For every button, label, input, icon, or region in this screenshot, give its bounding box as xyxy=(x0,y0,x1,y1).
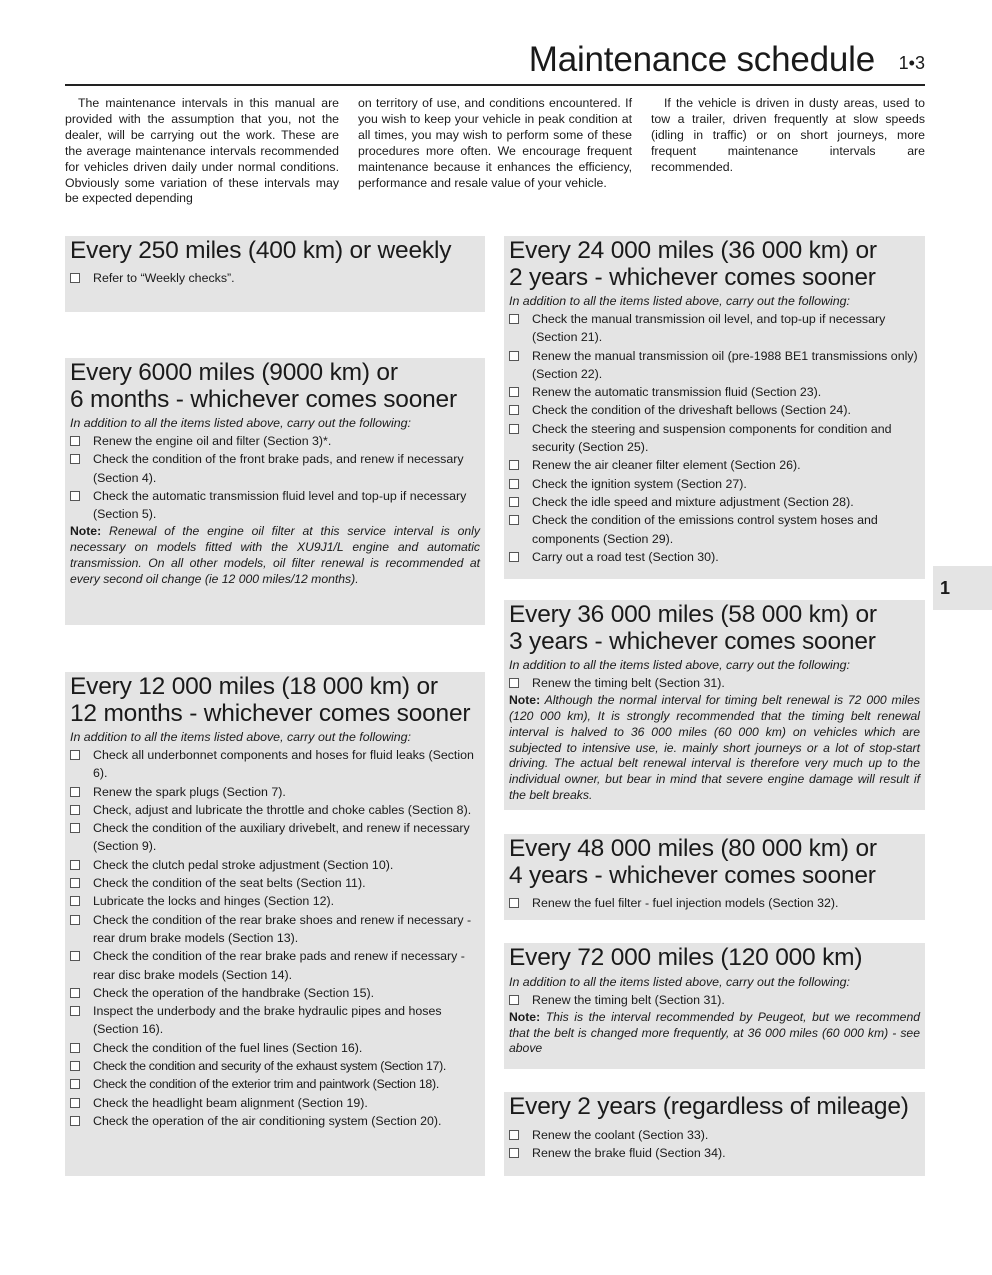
section-title: Every 2 years (regardless of mileage) xyxy=(509,1093,909,1120)
checkbox-icon[interactable] xyxy=(70,878,80,888)
checklist-item-label: Check the condition of the rear brake pads and renew if necessary - rear disc brake models (Section 14). xyxy=(93,949,465,982)
section-title: Every 72 000 miles (120 000 km) xyxy=(509,944,863,971)
checklist-item-label: Check the condition of the front brake pads, and renew if necessary (Section 4). xyxy=(93,452,464,485)
checkbox-icon[interactable] xyxy=(509,497,519,507)
checklist-item-label: Renew the engine oil and filter (Section 3)*. xyxy=(93,434,332,448)
checklist-item xyxy=(509,991,920,1009)
checklist-item xyxy=(509,548,920,566)
intro-column-2 xyxy=(358,96,632,191)
section-title-line-2: 6 months - whichever comes sooner xyxy=(70,385,457,413)
checklist xyxy=(509,674,920,692)
checklist-item-label: Check the condition of the fuel lines (Section 16). xyxy=(93,1040,363,1055)
checkbox-icon[interactable] xyxy=(70,436,80,446)
checklist-item-label: Renew the manual transmission oil (pre-1988 BE1 transmissions only) (Section 22). xyxy=(532,348,918,381)
section-title-line-2: 4 years - whichever comes sooner xyxy=(509,861,876,889)
section-subtitle: In addition to all the items listed above, carry out the following: xyxy=(509,658,850,672)
checklist-item xyxy=(70,269,480,287)
checkbox-icon[interactable] xyxy=(70,988,80,998)
checkbox-icon[interactable] xyxy=(70,1098,80,1108)
checkbox-icon[interactable] xyxy=(70,951,80,961)
checkbox-icon[interactable] xyxy=(70,787,80,797)
note-text: This is the interval recommended by Peugeot, but we recommend that the belt is changed more frequently, at 36 000 miles (60 000 km) - see above xyxy=(509,1009,921,1056)
checkbox-icon[interactable] xyxy=(509,995,519,1005)
checklist-item-label: Renew the fuel filter - fuel injection models (Section 32). xyxy=(532,896,839,910)
section-note xyxy=(509,1010,920,1057)
checkbox-icon[interactable] xyxy=(70,1043,80,1053)
intro-column-1 xyxy=(65,96,339,207)
checklist-item xyxy=(70,487,480,524)
note-label: Note: xyxy=(70,524,102,539)
intro-paragraph: on territory of use, and conditions encountered. If you wish to keep your vehicle in peak condition at all times, you may wish to perform some of these procedures more often. We encourage frequent maintenance because it enhances the efficiency, performance and resale value of your vehicle. xyxy=(358,96,632,190)
section-12000-miles xyxy=(65,672,485,1176)
checklist-item-label: Renew the timing belt (Section 31). xyxy=(532,676,725,690)
checklist-item-label: Check the condition of the auxiliary drivebelt, and renew if necessary (Section 9). xyxy=(93,821,470,854)
checklist-item xyxy=(70,801,480,819)
checklist-item-label: Renew the coolant (Section 33). xyxy=(532,1127,709,1142)
section-subtitle: In addition to all the items listed above, carry out the following: xyxy=(509,294,850,308)
checklist-item xyxy=(509,493,920,511)
section-6000-miles xyxy=(65,358,485,625)
note-label: Note: xyxy=(509,693,541,708)
checklist-item-label: Check the idle speed and mixture adjustment (Section 28). xyxy=(532,494,854,509)
checkbox-icon[interactable] xyxy=(509,387,519,397)
section-note xyxy=(70,524,480,587)
section-title-line-1: Every 12 000 miles (18 000 km) or xyxy=(70,673,438,700)
checkbox-icon[interactable] xyxy=(509,351,519,361)
checklist-item-label: Refer to “Weekly checks”. xyxy=(93,270,235,285)
checklist-item xyxy=(70,874,480,892)
checklist-item xyxy=(70,1112,480,1130)
checkbox-icon[interactable] xyxy=(509,424,519,434)
section-2-years xyxy=(504,1092,925,1176)
checkbox-icon[interactable] xyxy=(70,1079,80,1089)
section-title-line-1: Every 24 000 miles (36 000 km) or xyxy=(509,237,877,264)
checkbox-icon[interactable] xyxy=(70,1006,80,1016)
checkbox-icon[interactable] xyxy=(70,823,80,833)
checkbox-icon[interactable] xyxy=(70,1116,80,1126)
checklist-item xyxy=(509,674,920,692)
checklist-item xyxy=(509,1126,920,1144)
checkbox-icon[interactable] xyxy=(70,860,80,870)
checklist-item xyxy=(70,432,480,450)
checklist xyxy=(509,310,920,566)
checklist xyxy=(509,991,920,1009)
checklist-item-label: Check the manual transmission oil level, and top-up if necessary (Section 21). xyxy=(532,312,886,345)
section-subtitle: In addition to all the items listed above, carry out the following: xyxy=(70,730,411,744)
checkbox-icon[interactable] xyxy=(70,805,80,815)
checklist-item-label: Check the clutch pedal stroke adjustment (Section 10). xyxy=(93,857,394,872)
checklist-item-label: Renew the air cleaner filter element (Section 26). xyxy=(532,458,801,473)
checklist-item-label: Check the condition of the seat belts (Section 11). xyxy=(93,876,366,891)
checklist-item xyxy=(509,401,920,419)
checklist-item-label: Check the ignition system (Section 27). xyxy=(532,476,747,491)
checklist-item xyxy=(70,911,480,948)
checkbox-icon[interactable] xyxy=(509,515,519,525)
section-title-line-1: Every 6000 miles (9000 km) or xyxy=(70,359,398,386)
checkbox-icon[interactable] xyxy=(70,273,80,283)
page-header xyxy=(65,38,925,86)
section-36000-miles xyxy=(504,600,925,810)
checklist-item-label: Check the condition of the driveshaft bellows (Section 24). xyxy=(532,403,851,418)
checklist-item-label: Check, adjust and lubricate the throttle and choke cables (Section 8). xyxy=(93,802,472,817)
checklist-item-label: Check the condition of the emissions control system hoses and components (Section 29). xyxy=(532,513,878,546)
checkbox-icon[interactable] xyxy=(70,1061,80,1071)
intro-paragraph: The maintenance intervals in this manual are provided with the assumption that you, not the dealer, will be carrying out the work. These are the average maintenance intervals recommended for vehicles driven daily under normal conditions. Obviously some variation of these intervals may be expected depending xyxy=(65,96,339,206)
intro-column-3 xyxy=(651,96,925,176)
checklist-item xyxy=(509,894,920,912)
checklist-item xyxy=(70,1039,480,1057)
page-title: Maintenance schedule xyxy=(528,40,875,79)
checklist xyxy=(70,432,480,523)
section-72000-miles xyxy=(504,943,925,1069)
checklist xyxy=(509,894,920,912)
checklist-item-label: Inspect the underbody and the brake hydraulic pipes and hoses (Section 16). xyxy=(93,1004,442,1037)
checklist-item-label: Check the steering and suspension components for condition and security (Section 25). xyxy=(532,421,892,455)
section-title-line-1: Every 48 000 miles (80 000 km) or xyxy=(509,835,877,862)
checklist-item xyxy=(509,1144,920,1162)
checklist-item xyxy=(70,947,480,984)
chapter-tab xyxy=(933,566,992,610)
checklist-item xyxy=(70,984,480,1002)
checkbox-icon[interactable] xyxy=(509,479,519,489)
checklist-item xyxy=(509,511,920,548)
checkbox-icon[interactable] xyxy=(70,915,80,925)
checkbox-icon[interactable] xyxy=(70,491,80,501)
checklist-item xyxy=(70,819,480,856)
checkbox-icon[interactable] xyxy=(70,896,80,906)
checklist-item xyxy=(509,456,920,474)
checklist-item-label: Lubricate the locks and hinges (Section 12). xyxy=(93,894,335,909)
checklist-item-label: Carry out a road test (Section 30). xyxy=(532,549,719,564)
chapter-number: 1 xyxy=(940,578,951,598)
checklist-item-label: Check the operation of the handbrake (Section 15). xyxy=(93,985,375,1000)
note-text: Renewal of the engine oil filter at this service interval is only necessary on models fitted with the XU9J1/L engine and automatic transmission. On all other models, oil filter renewal is recommended at every second oil change (ie 12 000 miles/12 months). xyxy=(70,524,480,586)
checklist-item-label: Check all underbonnet components and hoses for fluid leaks (Section 6). xyxy=(93,748,474,781)
checklist-item xyxy=(70,892,480,910)
checklist-item xyxy=(70,783,480,801)
checklist xyxy=(509,1126,920,1163)
checklist xyxy=(70,269,480,287)
checklist-item xyxy=(509,347,920,384)
checklist-item-label: Check the condition and security of the exhaust system (Section 17). xyxy=(93,1059,446,1074)
checklist-item-label: Check the condition of the rear brake shoes and renew if necessary - rear drum brake models (Section 13). xyxy=(93,912,472,945)
checklist-item xyxy=(70,1075,480,1093)
checklist-item xyxy=(70,450,480,487)
section-title-line-1: Every 36 000 miles (58 000 km) or xyxy=(509,601,877,628)
section-subtitle: In addition to all the items listed above, carry out the following: xyxy=(509,974,850,989)
checklist-item xyxy=(70,1094,480,1112)
checkbox-icon[interactable] xyxy=(509,898,519,908)
checkbox-icon[interactable] xyxy=(70,454,80,464)
intro-paragraph: If the vehicle is driven in dusty areas, used to tow a trailer, driven frequently at slow speeds (idling in traffic) or on short journeys, more frequent maintenance intervals are recommended. xyxy=(651,96,925,174)
checklist-item xyxy=(70,746,480,783)
checkbox-icon[interactable] xyxy=(509,552,519,562)
checklist-item-label: Renew the timing belt (Section 31). xyxy=(532,992,725,1007)
checklist xyxy=(70,746,480,1130)
checkbox-icon[interactable] xyxy=(509,1148,519,1158)
checkbox-icon[interactable] xyxy=(509,1130,519,1140)
section-title: Every 250 miles (400 km) or weekly xyxy=(70,237,452,264)
checkbox-icon[interactable] xyxy=(509,460,519,470)
section-title-line-2: 2 years - whichever comes sooner xyxy=(509,263,876,291)
section-title-line-2: 3 years - whichever comes sooner xyxy=(509,627,876,655)
checklist-item xyxy=(70,856,480,874)
section-title-line-2: 12 months - whichever comes sooner xyxy=(70,699,471,727)
checklist-item-label: Renew the automatic transmission fluid (Section 23). xyxy=(532,385,822,400)
checkbox-icon[interactable] xyxy=(70,750,80,760)
checkbox-icon[interactable] xyxy=(509,405,519,415)
checklist-item xyxy=(509,310,920,347)
checklist-item xyxy=(70,1057,480,1075)
section-24000-miles xyxy=(504,236,925,579)
section-48000-miles xyxy=(504,834,925,920)
page-number: 1•3 xyxy=(898,53,925,73)
note-text: Although the normal interval for timing belt renewal is 72 000 miles (120 000 km), It is strongly recommended that the timing belt renewal interval is halved to 36 000 miles (60 000 km) on vehicles which are subjected to intensive use, ie. mainly short journeys or a lot of stop-start driving. The actual belt renewal interval is therefore very much up to the individual owner, but bear in mind that severe engine damage will result if the belt breaks. xyxy=(509,693,920,803)
checklist-item xyxy=(509,420,920,457)
checkbox-icon[interactable] xyxy=(509,314,519,324)
checklist-item-label: Check the headlight beam alignment (Section 19). xyxy=(93,1095,368,1110)
checklist-item-label: Renew the spark plugs (Section 7). xyxy=(93,784,286,799)
checklist-item-label: Check the condition of the exterior trim and paintwork (Section 18). xyxy=(93,1077,439,1092)
checklist-item xyxy=(70,1002,480,1039)
checklist-item-label: Check the automatic transmission fluid level and top-up if necessary (Section 5). xyxy=(93,488,467,522)
section-subtitle: In addition to all the items listed above, carry out the following: xyxy=(70,416,411,430)
checklist-item-label: Renew the brake fluid (Section 34). xyxy=(532,1145,726,1160)
section-note xyxy=(509,693,920,804)
checklist-item xyxy=(509,475,920,493)
note-label: Note: xyxy=(509,1009,541,1024)
checkbox-icon[interactable] xyxy=(509,678,519,688)
section-250-miles xyxy=(65,236,485,312)
checklist-item-label: Check the operation of the air conditioning system (Section 20). xyxy=(93,1113,442,1128)
checklist-item xyxy=(509,383,920,401)
